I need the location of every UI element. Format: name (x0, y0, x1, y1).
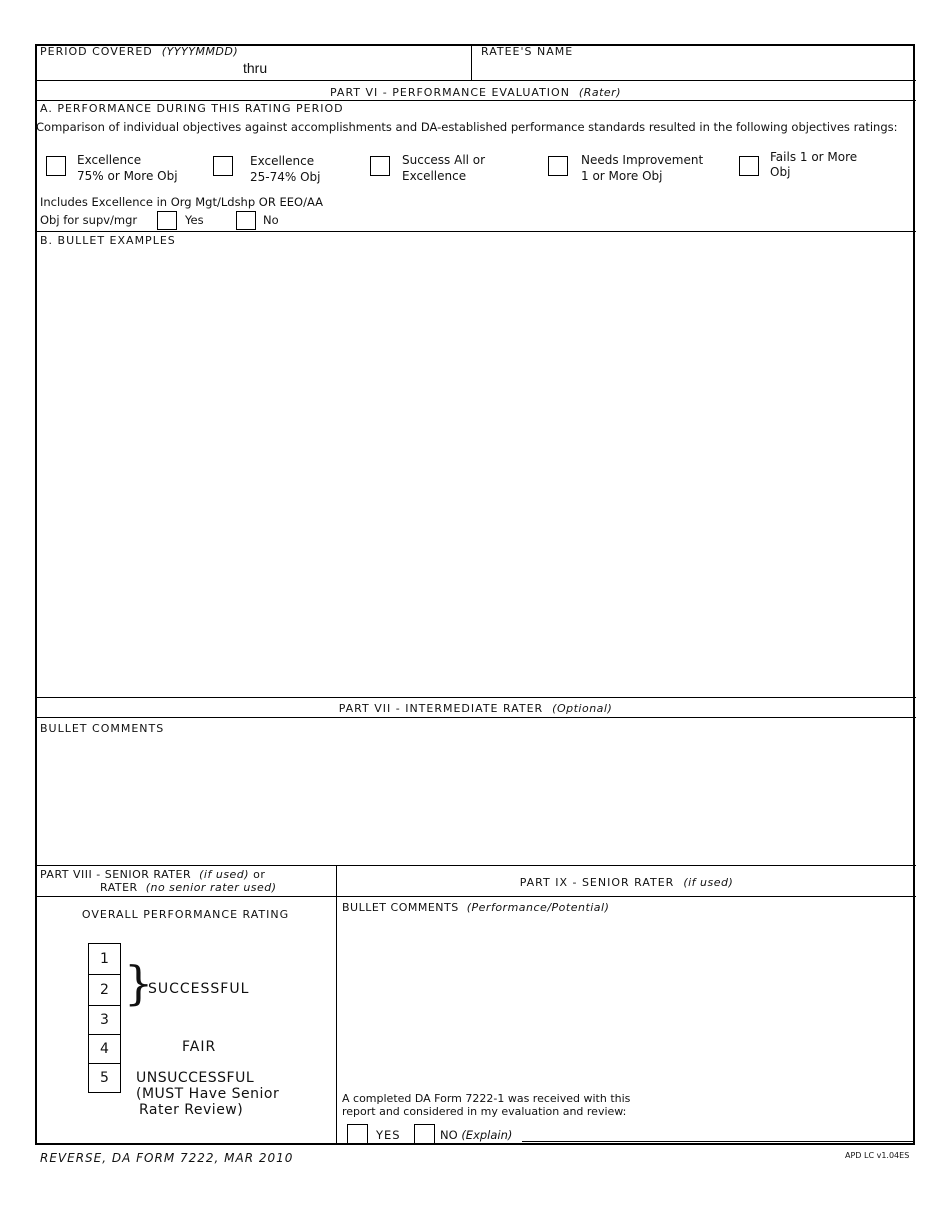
rating-label-fails: Fails 1 or More Obj (770, 150, 858, 179)
rating-checkbox-success[interactable] (370, 156, 390, 176)
comparison-text: Comparison of individual objectives against accomplishments and DA-established performance standards resulted in the following objectives ratings: (36, 120, 898, 134)
part9-bullet-comments-field[interactable] (339, 918, 913, 1088)
divider-part6-title (35, 100, 916, 101)
part8-title-line2: RATER (no senior rater used) (100, 881, 277, 894)
divider-header (35, 80, 916, 81)
includes-no-checkbox[interactable] (236, 211, 256, 230)
period-to-field[interactable] (280, 59, 468, 79)
version-footer: APD LC v1.04ES (845, 1151, 910, 1160)
successful-label: SUCCESSFUL (148, 981, 250, 997)
rating-checkbox-fails[interactable] (739, 156, 759, 176)
divider-section-b (35, 231, 916, 232)
overall-rating-label: OVERALL PERFORMANCE RATING (81, 908, 290, 921)
da-form-yes-checkbox[interactable] (347, 1124, 368, 1144)
period-from-field[interactable] (37, 59, 237, 79)
explain-field[interactable] (522, 1141, 914, 1142)
divider-part7 (35, 697, 916, 698)
period-thru-text: thru (243, 60, 268, 76)
rating-label-success: Success All or Excellence (402, 153, 486, 183)
includes-no-label: No (263, 213, 279, 227)
includes-excellence-text: Includes Excellence in Org Mgt/Ldshp OR EEO/AA (40, 195, 324, 209)
rating-box-4[interactable]: 4 (88, 1034, 121, 1064)
rating-checkbox-excellence-25[interactable] (213, 156, 233, 176)
da-form-text: A completed DA Form 7222-1 was received with this report and considered in my evaluation and review: (342, 1092, 631, 1118)
ratee-name-label: RATEE'S NAME (481, 45, 574, 58)
unsuccessful-label: UNSUCCESSFUL (MUST Have Senior Rater Review) (136, 1070, 280, 1118)
bullet-examples-label: B. BULLET EXAMPLES (40, 234, 176, 247)
da-form-no-label: NO (Explain) (440, 1128, 513, 1142)
divider-part8-body (35, 896, 916, 897)
rating-box-1[interactable]: 1 (88, 943, 121, 975)
part8-title-line1: PART VIII - SENIOR RATER (if used) or (40, 868, 266, 881)
fair-label: FAIR (182, 1039, 217, 1055)
includes-yes-checkbox[interactable] (157, 211, 177, 230)
part8-part9-divider (336, 865, 337, 1145)
da-form-yes-label: YES (376, 1128, 401, 1142)
period-covered-label: PERIOD COVERED (YYYYMMDD) (40, 45, 239, 58)
header-divider (471, 45, 472, 80)
successful-brace: } (124, 956, 154, 1010)
rating-box-3[interactable]: 3 (88, 1005, 121, 1035)
rating-checkbox-needs-improvement[interactable] (548, 156, 568, 176)
rating-label-needs-improvement: Needs Improvement 1 or More Obj (581, 153, 704, 183)
part7-bullet-comments-field[interactable] (37, 738, 913, 863)
part7-title: PART VII - INTERMEDIATE RATER (Optional) (338, 702, 613, 715)
part9-bullet-comments-label: BULLET COMMENTS (Performance/Potential) (342, 901, 610, 914)
part9-title: PART IX - SENIOR RATER (if used) (519, 876, 734, 889)
da-form-no-checkbox[interactable] (414, 1124, 435, 1144)
rating-label-excellence-75: Excellence 75% or More Obj (77, 153, 178, 183)
ratee-name-field[interactable] (480, 59, 910, 79)
part6-title: PART VI - PERFORMANCE EVALUATION (Rater) (330, 86, 621, 99)
rating-checkbox-excellence-75[interactable] (46, 156, 66, 176)
divider-part8 (35, 865, 916, 866)
section-a-label: A. PERFORMANCE DURING THIS RATING PERIOD (40, 102, 344, 115)
includes-yes-label: Yes (185, 213, 204, 227)
part7-bullet-comments-label: BULLET COMMENTS (40, 722, 165, 735)
obj-supv-mgr-text: Obj for supv/mgr (40, 213, 138, 227)
form-id-footer: REVERSE, DA FORM 7222, MAR 2010 (40, 1151, 294, 1165)
bullet-examples-field[interactable] (37, 250, 913, 695)
rating-box-5[interactable]: 5 (88, 1063, 121, 1093)
divider-part7-title (35, 717, 916, 718)
rating-label-excellence-25: Excellence 25-74% Obj (250, 154, 321, 184)
rating-box-2[interactable]: 2 (88, 974, 121, 1006)
